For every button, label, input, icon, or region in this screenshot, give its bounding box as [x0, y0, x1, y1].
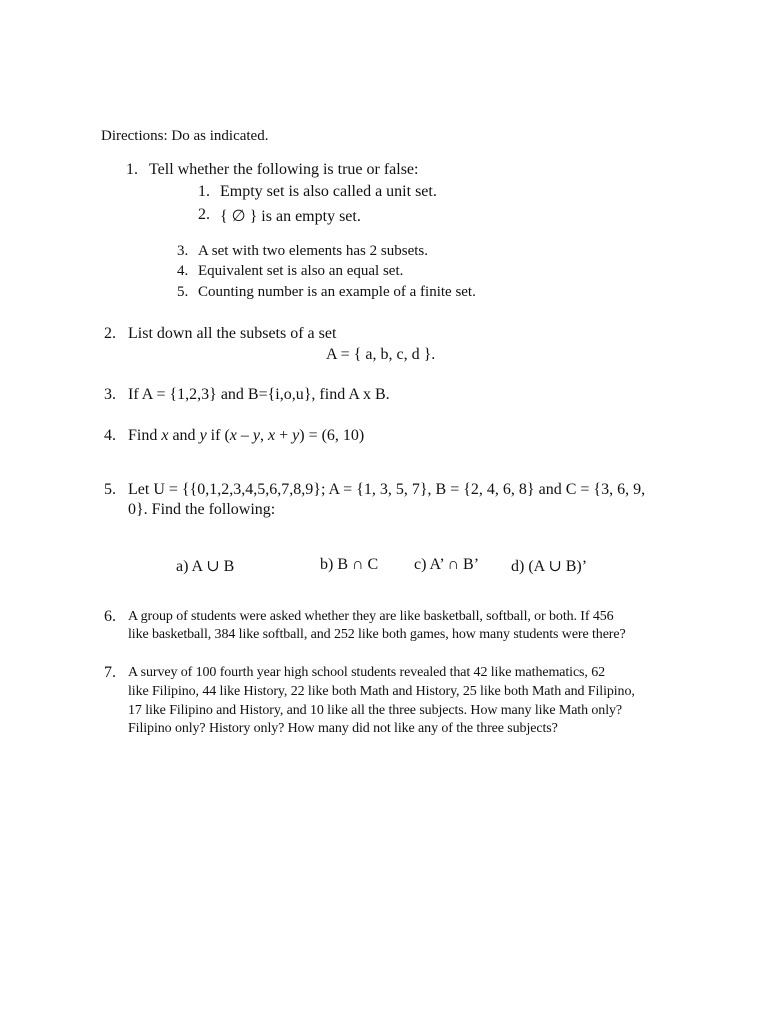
text-part: if (	[206, 427, 230, 444]
item-number: 1.	[198, 183, 210, 200]
text-part: +	[275, 427, 293, 444]
item-text: Equivalent set is also an equal set.	[198, 263, 404, 279]
text-part: –	[236, 427, 253, 444]
set-definition: A = { a, b, c, d }.	[326, 346, 436, 363]
question-text-line: Filipino only? History only? How many did not like any of the three subjects?	[128, 721, 558, 736]
question-prompt: List down all the subsets of a set	[128, 325, 337, 342]
part-a: a) A ∪ B	[176, 558, 235, 575]
question-text: If A = {1,2,3} and B={i,o,u}, find A x B.	[128, 386, 390, 403]
item-text: A set with two elements has 2 subsets.	[198, 243, 428, 259]
part-c: c) A’ ∩ B’	[414, 556, 480, 573]
question-number: 7.	[104, 664, 116, 681]
question-text-line: Let U = {{0,1,2,3,4,5,6,7,8,9}; A = {1, 3, 5, 7}, B = {2, 4, 6, 8} and C = {3, 6, 9,	[128, 481, 646, 498]
item-number: 4.	[177, 263, 189, 279]
question-number: 4.	[104, 427, 116, 444]
text-part: Find	[128, 427, 162, 444]
question-text-line: A group of students were asked whether they are like basketball, softball, or both. If 456	[128, 609, 614, 624]
question-number: 6.	[104, 608, 116, 625]
directions: Directions: Do as indicated.	[101, 128, 269, 144]
var-y: y	[199, 427, 207, 444]
var-y: y	[252, 427, 260, 444]
question-text-line: like basketball, 384 like softball, and 252 like both games, how many students were there?	[128, 627, 626, 642]
part-b: b) B ∩ C	[320, 556, 379, 573]
part-d: d) (A ∪ B)’	[511, 558, 588, 575]
text-part: ) = (6, 10)	[299, 427, 365, 444]
question-number: 5.	[104, 481, 116, 498]
text-part: and	[168, 427, 200, 444]
question-text	[128, 427, 364, 445]
question-text-line: 17 like Filipino and History, and 10 like all the three subjects. How many like Math only?	[128, 703, 623, 718]
item-number: 2.	[198, 206, 210, 223]
item-number: 5.	[177, 284, 189, 300]
item-text: Counting number is an example of a finite set.	[198, 284, 476, 300]
var-x: x	[229, 427, 237, 444]
text-part: ,	[260, 427, 268, 444]
question-number: 3.	[104, 386, 116, 403]
var-y: y	[292, 427, 300, 444]
question-prompt: Tell whether the following is true or false:	[149, 161, 419, 178]
question-number: 2.	[104, 325, 116, 342]
item-text: Empty set is also called a unit set.	[220, 183, 437, 200]
item-number: 3.	[177, 243, 189, 259]
question-text-line: 0}. Find the following:	[128, 501, 276, 518]
item-text: { ∅ } is an empty set.	[220, 208, 361, 225]
question-number: 1.	[126, 161, 138, 178]
question-text-line: like Filipino, 44 like History, 22 like both Math and History, 25 like both Math and Filipino,	[128, 684, 635, 699]
var-x: x	[161, 427, 169, 444]
var-x: x	[268, 427, 276, 444]
question-text-line: A survey of 100 fourth year high school students revealed that 42 like mathematics, 62	[128, 665, 606, 680]
